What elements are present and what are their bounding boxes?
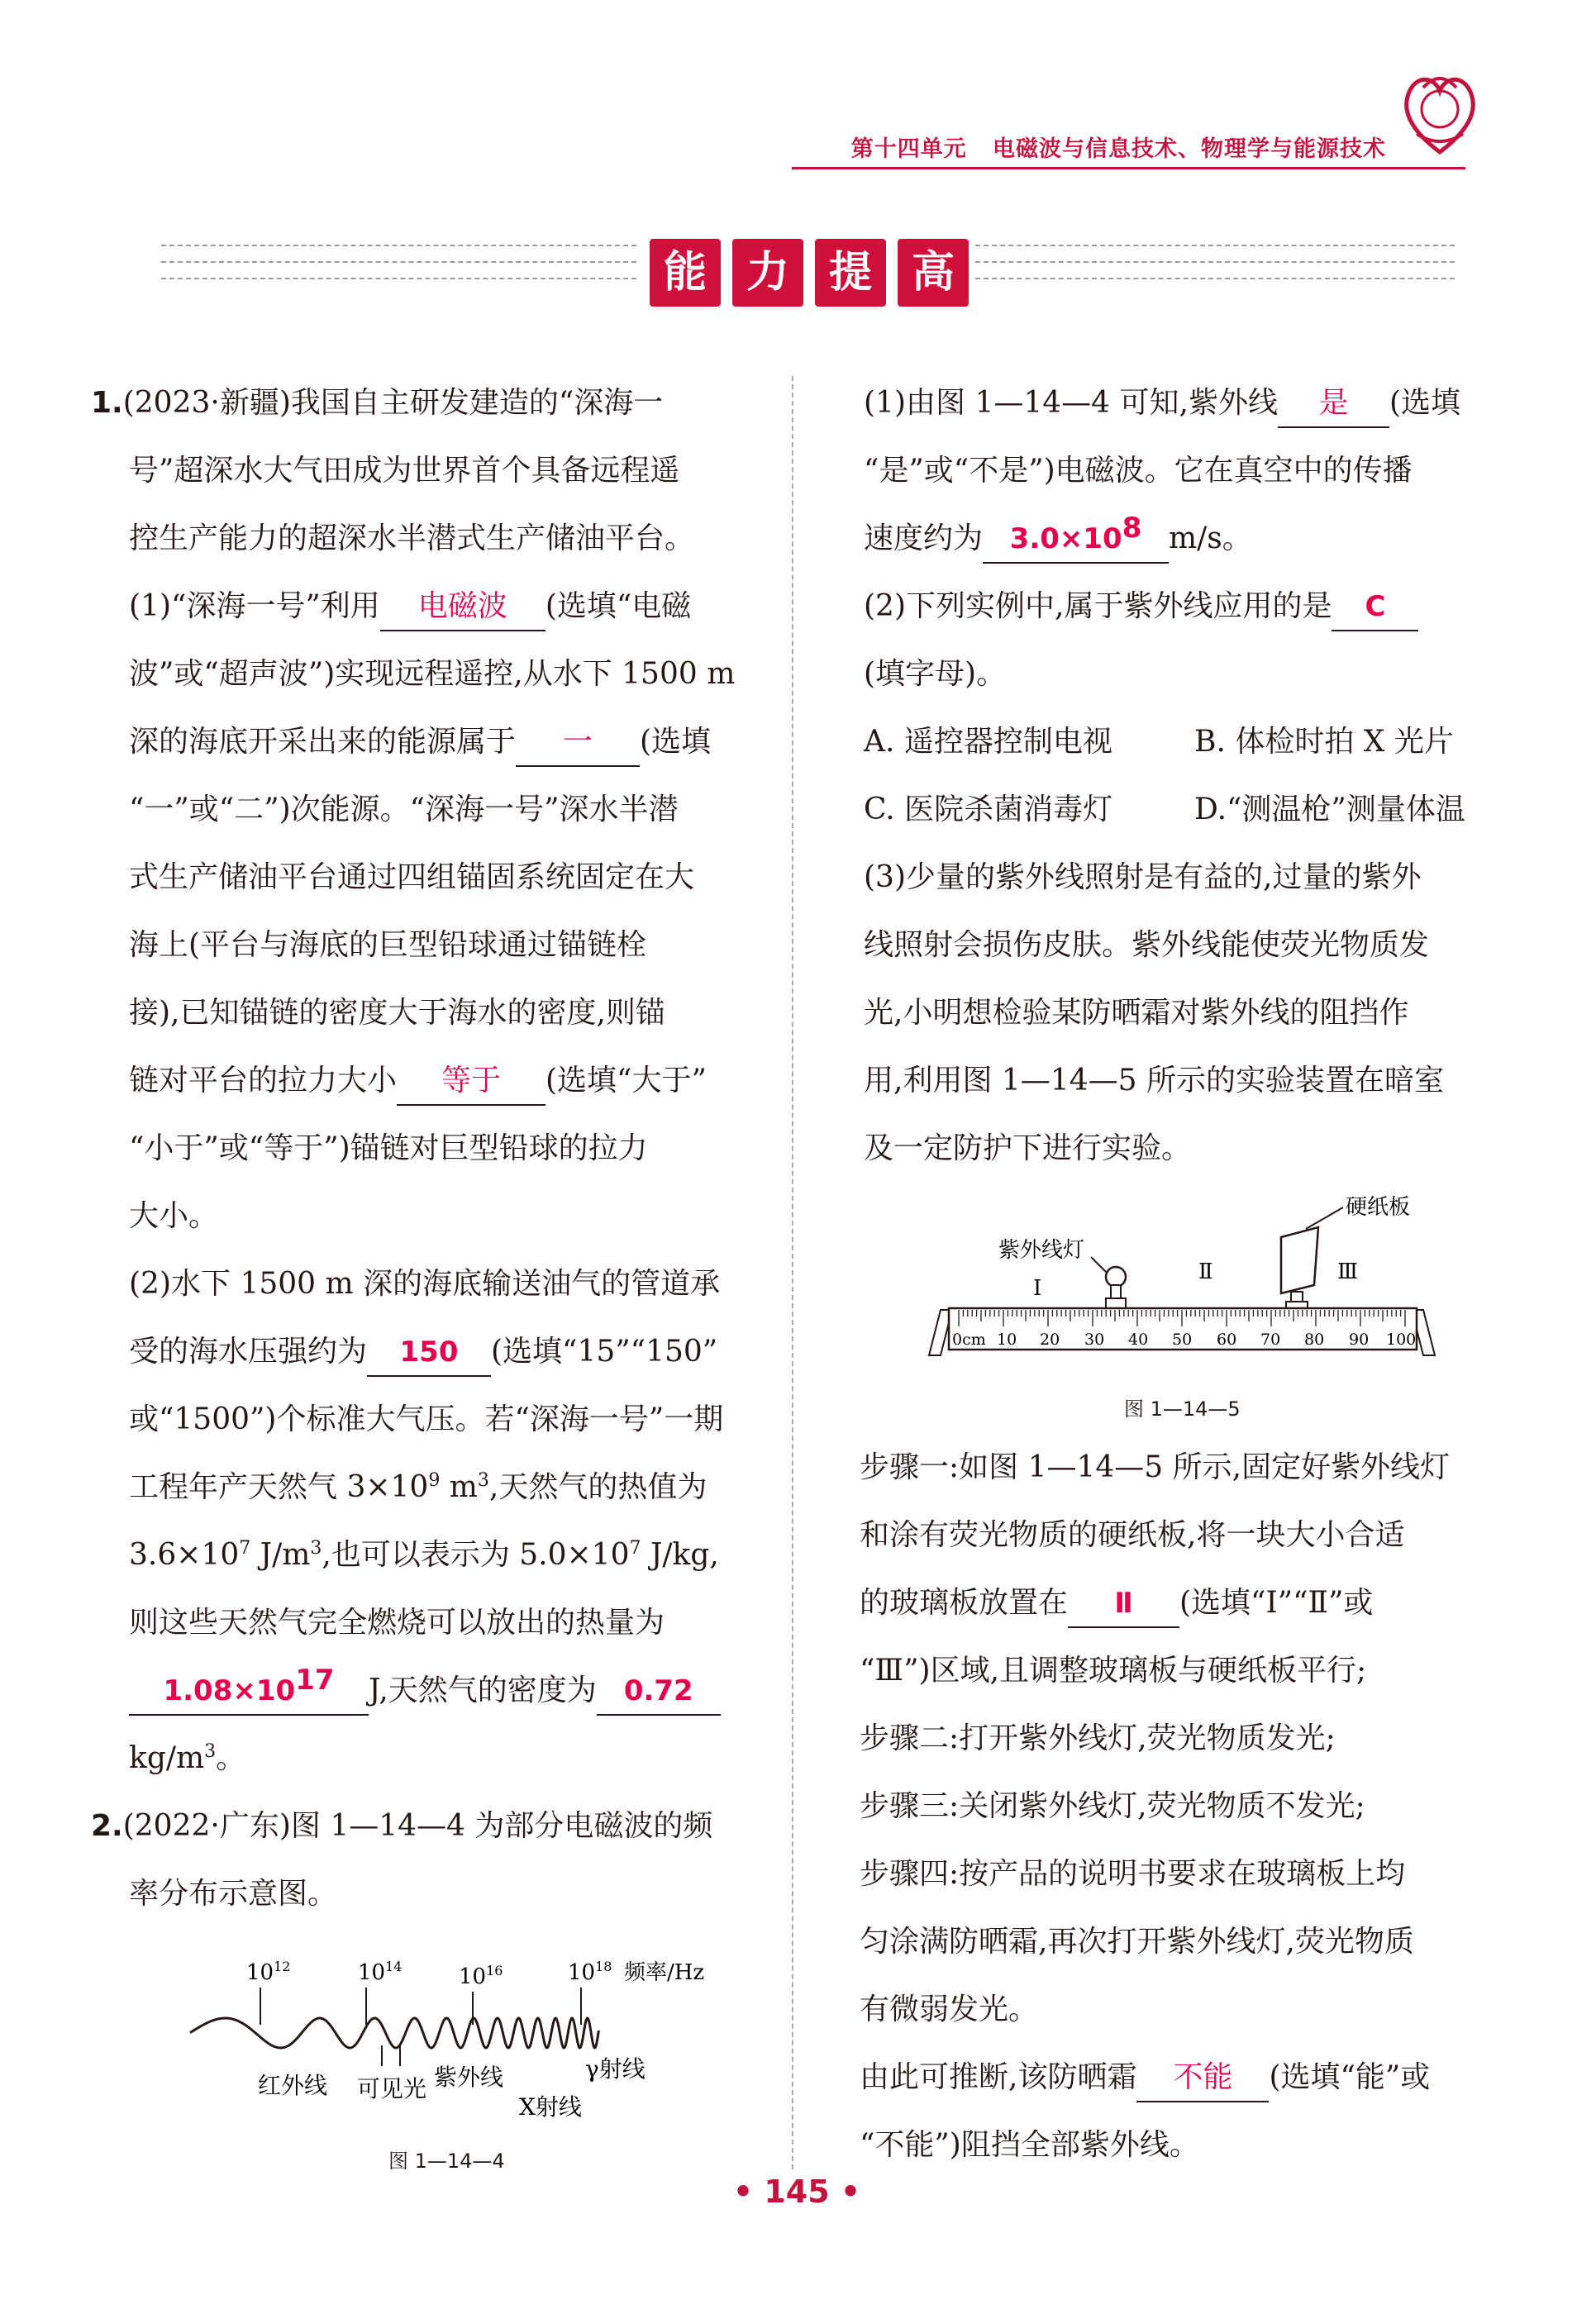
q1-line: “一”或“二”)次能源。“深海一号”深水半潜 <box>129 793 679 826</box>
text: ,也可以表示为 5.0×10 <box>322 1538 630 1572</box>
banner-char: 高 <box>898 239 969 307</box>
text: J/kg, <box>641 1538 719 1572</box>
answer-blank <box>380 583 545 631</box>
step-line: 步骤四:按产品的说明书要求在玻璃板上均 <box>860 1857 1406 1891</box>
lamp-label: 紫外线灯 <box>998 1238 1085 1263</box>
q1-line <box>91 708 785 776</box>
answer-blank <box>1136 2055 1269 2102</box>
text: (选填 <box>1389 386 1460 420</box>
answer: 不能 <box>1173 2060 1233 2094</box>
exponent: 7 <box>239 1538 251 1559</box>
q2-text: (2022·广东)图 1—14—4 为部分电磁波的频 <box>122 1809 713 1843</box>
text: 的玻璃板放置在 <box>860 1586 1069 1620</box>
step-line: “Ⅲ”)区域,且调整玻璃板与硬纸板平行; <box>860 1654 1367 1688</box>
step-line: 步骤一:如图 1—14—5 所示,固定好紫外线灯 <box>860 1450 1451 1484</box>
board-label: 硬纸板 <box>1346 1195 1411 1220</box>
answer-exponent: 8 <box>1122 512 1142 545</box>
right-line <box>864 505 1525 573</box>
text: (1)“深海一号”利用 <box>129 589 380 623</box>
header-text <box>851 131 1386 163</box>
text: 速度约为 <box>864 521 984 555</box>
ruler-label: 90 <box>1349 1331 1370 1349</box>
answer: Ⅱ <box>1114 1587 1133 1620</box>
text: (2)下列实例中,属于紫外线应用的是 <box>864 589 1332 623</box>
option-a: A. 遥控器控制电视 <box>864 725 1112 759</box>
right-line: (填字母)。 <box>864 657 1007 691</box>
answer: 0.72 <box>623 1674 693 1707</box>
answer-blank <box>516 719 640 767</box>
text: 深的海底开采出来的能源属于 <box>129 725 517 759</box>
uv-lamp-icon <box>1091 1257 1126 1308</box>
q1-text: (2023·新疆)我国自主研发建造的“深海一 <box>122 386 664 420</box>
answer-exponent: 17 <box>295 1664 335 1697</box>
text: J/m <box>250 1538 311 1572</box>
answer: 1.08×10 <box>163 1674 296 1707</box>
em-spectrum-figure <box>182 1946 727 2120</box>
page-header <box>792 122 1465 168</box>
right-line: 线照射会损伤皮肤。紫外线能使荧光物质发 <box>864 928 1430 962</box>
exponent: 7 <box>629 1538 641 1559</box>
column-divider <box>792 376 793 2169</box>
text: (选填“电磁 <box>545 589 692 623</box>
wave-path <box>190 2018 598 2048</box>
experiment-figure <box>926 1186 1438 1384</box>
text: m <box>440 1470 478 1504</box>
publisher-logo-icon <box>1398 69 1481 160</box>
answer: 一 <box>563 725 593 759</box>
region-3: Ⅲ <box>1337 1259 1359 1284</box>
freq-axis-label: 频率/Hz <box>624 1960 705 1985</box>
band-label-xray: X射线 <box>519 2093 582 2120</box>
q1-line <box>91 1454 785 1521</box>
conclusion-line: “不能”)阻挡全部紫外线。 <box>860 2128 1199 2162</box>
ruler-label: 10 <box>997 1331 1017 1349</box>
header-unit: 第十四单元 <box>850 136 967 162</box>
text: 3.6×10 <box>129 1538 240 1572</box>
band-label-infrared: 红外线 <box>258 2072 328 2099</box>
ruler-label: 80 <box>1304 1331 1325 1349</box>
step-line: 步骤三:关闭紫外线灯,荧光物质不发光; <box>860 1789 1365 1823</box>
right-column-lower <box>860 1434 1521 2179</box>
step-line: 和涂有荧光物质的硬纸板,将一块大小合适 <box>860 1518 1405 1552</box>
answer-blank <box>129 1664 369 1716</box>
exponent: 9 <box>428 1470 441 1491</box>
region-2: Ⅱ <box>1198 1259 1213 1284</box>
freq-tick-16: $10^{16}$ <box>459 1963 503 1989</box>
answer: C <box>1365 590 1386 623</box>
freq-tick-14: $10^{14}$ <box>358 1959 403 1985</box>
right-line: 及一定防护下进行实验。 <box>864 1131 1192 1165</box>
header-rule <box>792 167 1465 169</box>
ruler-label: 20 <box>1040 1331 1060 1349</box>
options-row <box>864 776 1525 844</box>
right-line <box>864 369 1525 437</box>
figure-caption: 图 1—14—5 <box>1124 1397 1241 1421</box>
ruler-label: 70 <box>1260 1331 1281 1349</box>
q1-line <box>91 369 785 437</box>
answer-blank <box>983 512 1169 564</box>
answer-blank <box>397 1058 545 1106</box>
freq-tick-12: $10^{12}$ <box>246 1959 291 1985</box>
options-row <box>864 708 1525 776</box>
ruler-label: 60 <box>1217 1331 1237 1349</box>
banner-char: 提 <box>815 239 886 307</box>
answer: 电磁波 <box>417 589 507 623</box>
right-line: 光,小明想检验某防晒霜对紫外线的阻挡作 <box>864 996 1409 1030</box>
text: (选填“大于” <box>545 1064 707 1097</box>
q1-line: (2)水下 1500 m 深的海底输送油气的管道承 <box>129 1267 721 1301</box>
text: m/s。 <box>1169 521 1252 555</box>
text: 工程年产天然气 3×10 <box>129 1470 429 1504</box>
answer-blank <box>597 1668 721 1716</box>
text: ,天然气的热值为 <box>488 1470 707 1504</box>
text: (选填“能”或 <box>1269 2060 1431 2094</box>
cardboard-icon <box>1281 1227 1318 1310</box>
q1-line <box>91 1657 785 1725</box>
answer-blank <box>1068 1580 1179 1628</box>
answer-blank <box>367 1329 491 1377</box>
text: 链对平台的拉力大小 <box>129 1064 398 1097</box>
q1-line: 控生产能力的超深水半潜式生产储油平台。 <box>129 521 695 555</box>
option-b: B. 体检时拍 X 光片 <box>1194 725 1454 759</box>
exponent: 3 <box>204 1741 217 1762</box>
page-number: • 145 • <box>732 2174 861 2210</box>
step-line <box>860 1569 1521 1637</box>
section-banner <box>650 239 969 307</box>
text: (选填“15”“150” <box>491 1335 718 1369</box>
text: 由此可推断,该防晒霜 <box>860 2060 1137 2094</box>
figure-caption: 图 1—14—4 <box>388 2150 505 2173</box>
q1-line <box>91 1521 785 1589</box>
step-line: 有微弱发光。 <box>860 1993 1039 2026</box>
left-column <box>91 369 785 1928</box>
banner-char: 能 <box>650 239 721 307</box>
step-line: 匀涂满防晒霜,再次打开紫外线灯,荧光物质 <box>860 1925 1414 1959</box>
q1-line: 则这些天然气完全燃烧可以放出的热量为 <box>129 1606 665 1640</box>
answer: 等于 <box>441 1064 502 1097</box>
q2-line: 率分布示意图。 <box>129 1877 338 1911</box>
q1-line: 海上(平台与海底的巨型铅球通过锚链栓 <box>129 928 647 962</box>
question-number: 2. <box>91 1809 123 1843</box>
ruler-label: 40 <box>1128 1331 1149 1349</box>
ruler-label: 0cm <box>952 1331 986 1349</box>
answer: 是 <box>1318 386 1349 420</box>
option-c: C. 医院杀菌消毒灯 <box>864 793 1113 826</box>
q1-line: “小于”或“等于”)锚链对巨型铅球的拉力 <box>129 1131 648 1165</box>
q1-line: 或“1500”)个标准大气压。若“深海一号”一期 <box>129 1402 724 1436</box>
right-column <box>864 369 1525 1183</box>
q1-line: 号”超深水大气田成为世界首个具备远程遥 <box>129 454 680 488</box>
q1-line: 式生产储油平台通过四组锚固系统固定在大 <box>129 860 695 894</box>
ruler-label: 50 <box>1172 1331 1193 1349</box>
conclusion-line <box>860 2044 1521 2112</box>
q1-line: 接),已知锚链的密度大于海水的密度,则锚 <box>129 996 665 1030</box>
q1-line <box>91 573 785 640</box>
q1-line: 大小。 <box>129 1199 219 1233</box>
right-line: (3)少量的紫外线照射是有益的,过量的紫外 <box>864 860 1422 894</box>
right-line: “是”或“不是”)电磁波。它在真空中的传播 <box>864 454 1413 488</box>
text: (选填 <box>640 725 712 759</box>
q1-line <box>91 1047 785 1115</box>
region-1: Ⅰ <box>1033 1276 1042 1301</box>
q1-line: 波”或“超声波”)实现远程遥控,从水下 1500 m <box>129 657 736 691</box>
text: 。 <box>216 1741 246 1775</box>
text: 受的海水压强约为 <box>129 1335 368 1369</box>
ruler-label: 30 <box>1084 1331 1105 1349</box>
answer-blank <box>1278 380 1389 428</box>
exponent: 3 <box>477 1470 489 1491</box>
q1-line <box>91 1318 785 1386</box>
right-line <box>864 573 1525 640</box>
text: (选填“Ⅰ”“Ⅱ”或 <box>1179 1586 1374 1620</box>
answer: 3.0×10 <box>1009 522 1122 555</box>
answer-blank <box>1332 583 1418 631</box>
band-label-gamma: γ射线 <box>585 2055 646 2083</box>
q1-line <box>91 1725 785 1793</box>
banner-char: 力 <box>732 239 803 307</box>
text: (1)由图 1—14—4 可知,紫外线 <box>864 386 1278 420</box>
banner-right-lines <box>975 245 1455 298</box>
band-label-visible: 可见光 <box>357 2075 427 2102</box>
answer: 150 <box>399 1336 459 1369</box>
ruler-label: 100 <box>1386 1331 1417 1349</box>
q2-line <box>91 1793 785 1860</box>
band-label-uv: 紫外线 <box>434 2064 504 2091</box>
exponent: 3 <box>310 1538 322 1559</box>
question-number: 1. <box>91 386 123 420</box>
text: kg/m <box>129 1741 205 1775</box>
text: J,天然气的密度为 <box>369 1674 597 1707</box>
freq-tick-18: $10^{18}$ <box>568 1959 612 1985</box>
step-line: 步骤二:打开紫外线灯,荧光物质发光; <box>860 1721 1336 1755</box>
option-d: D.“测温枪”测量体温 <box>1194 793 1465 826</box>
banner-left-lines <box>161 245 636 298</box>
right-line: 用,利用图 1—14—5 所示的实验装置在暗室 <box>864 1064 1444 1097</box>
header-title: 电磁波与信息技术、物理学与能源技术 <box>993 136 1386 162</box>
